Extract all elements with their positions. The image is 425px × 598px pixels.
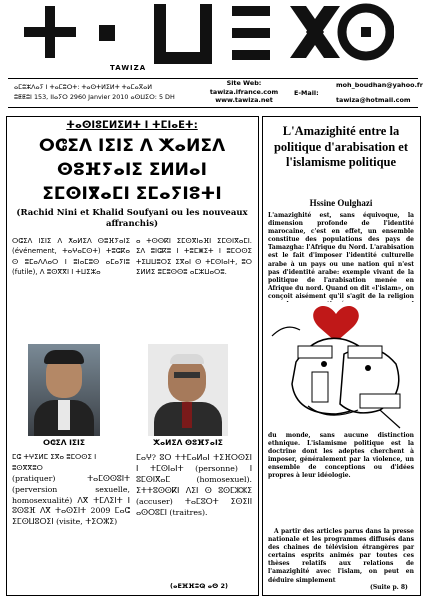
- left-headline: ⵔⵛⵉⴷ ⵏⵉⵏⵉ ⴷ ⵅⴰⵍⵉⴷ ⵙⵓⴼⵢⴰⵏⵉ ⵉⵍⵍⴰⵏ ⵉⵎⵙⵏⴳⴰⵎⵏ ⵉⵎⴰⵢⵏⵓⵜⵏ: [38, 136, 226, 204]
- right-continued[interactable]: (Suite p. 8): [370, 584, 408, 591]
- site-link-2[interactable]: www.tawiza.net: [215, 96, 273, 104]
- caption-2: ⵅⴰⵍⵉⴷ ⵙⵓⴼⵢⴰⵏⵉ: [153, 438, 223, 447]
- right-author: Hssine Oulghazi: [309, 198, 373, 208]
- email-link-1[interactable]: moh_boudhan@yahoo.fr: [336, 81, 423, 89]
- email-link-2[interactable]: tawiza@hotmail.com: [336, 96, 411, 104]
- email-label: E-Mail:: [294, 89, 319, 97]
- left-continued[interactable]: (ⴰⴹⴼⴼⵓⵕ ⴰⵙ 2): [170, 582, 229, 590]
- left-subtitle: (Rachid Nini et Khalid Soufyani ou les nouveaux affranchis): [16, 208, 248, 229]
- left-paragraph-3b: (pratiquer) ⵜⴰⵎⵙⵙⵓⵏⵜ (perversion sexuelle, homosexualité) ⴷⴳ ⵜⵎⴷⵉⵏⵜ ⵏ ⵓⵙⵓⴼ ⴷⴳ ⵜⴰⵙⵉⵏⵜ 2009 ⵎⴰⵛ ⵉⵎⵙⵡⵓⵔⵉⵏ (visite, ⵜⵉⵔⵣⵉ): [12, 474, 130, 527]
- cartoon-illustration: [268, 302, 414, 430]
- left-paragraph-3a: ⵎⵛ ⵜⵖⵉⵍⵎ ⵉⴳⴰ ⵓⵎⵔⵙⵉ ⵏ ⵓⵙⴳⴳⵓⵔ: [12, 453, 97, 472]
- caption-1: ⵔⵛⵉⴷ ⵏⵉⵏⵉ: [43, 438, 85, 447]
- right-paragraph-3: A partir des articles parus dans la presse nationale et les programmes diffusés dans des chaines de télévision étrangères par certains esprits animés par toutes ces thèses relatifs aux relations de l'amazighité avec l'islam, on peut en déduire simplement: [268, 528, 414, 584]
- left-paragraph-1: ⵔⵛⵉⴷ ⵏⵉⵏⵉ ⴷ ⵅⴰⵍⵉⴷ ⵙⵓⴼⵢⴰⵏⵉ (événement, ⵜⴰⵖⴰⵎⵙⵜ) ⵜⵓⵛⴽⴰ ⵙ ⵓⵎⴰⴷⴷⴰⵔ ⵏ ⵓⵏⴰⵎⵓⵙ ⴰⵎⴰⵢⵏⵓ (futile), ⴷ ⵓⵙⴳⴳⵏ ⵏ ⵜⵡⵉⵣⴰ: [12, 237, 130, 276]
- site-link-1[interactable]: tawiza.ifrance.com: [209, 88, 279, 96]
- masthead: [0, 0, 425, 78]
- right-paragraph-1: L'amazighité est, sans équivoque, la dimension profonde de l'identité marocaine, c'est en effet, un ensemble constitue des populations des pays de Tamazgha: l'Afrique du Nord. L'arabisation est le fait d'imposer l'identité culturelle arabe à un pays ou une nation qui n'est pas d'identité arabe: exemple vivant de la politique de l'arabisation menée en Afrique du nord. Quand on dit «l'islam», on conçoit aisément qu'il s'agit de la religion: [268, 212, 414, 300]
- site-label: Site Web:: [226, 79, 262, 87]
- issue-line: ⵓⵟⵟⵓⵏ 153, ⵏⵏⴰⵢⵔ 2960 Janvier 2010 ⴰⵙⵡⵉⵔ: 5 DH: [14, 93, 175, 101]
- info-bar: [8, 78, 423, 108]
- masthead-subname: TAWIZA: [110, 64, 147, 72]
- section-title: ⵜⴰⵙⵏⵓⵎⵍⵉⵍⵜ ⵏ ⵜⵎⵏⴰⴹⵜ:: [66, 120, 198, 131]
- tawiza-logo: [14, 0, 394, 74]
- photo-khalid-soufyani: [148, 344, 228, 436]
- right-paragraph-2: du monde, sans aucune distinction ethnique. L'islamisme politique est la doctrine dont les adeptes cherchent à imposer, généralement par la violence, un ensemble de conceptions ou d'idées propres à leur idéologie.: [268, 432, 414, 480]
- photo-rachid-nini: [28, 344, 100, 436]
- left-paragraph-4: ⵎⴰⵖ? ⵓⵔ ⵜⵜⵎⴰⵍⴰⵏ ⵜⵉⴼⵔⵙⵉⵏ ⵏ ⵜⵎⵙⵏⴰⵏⵜ (personne) ⵏ ⵓⵎⵙⵏⴳⴰⵎ (homosexuel). ⵉⵜⵜⵓⵙⵙⴽⵏ ⴷⵉⵏ ⵙ ⵓⵙⵎⵣⵣⵉ (accuser) ⵜⴰⵎⵓⵔⵜ ⵉⵙⵉⵏⵏ ⴰⵙⵔⵓⵎⵏ (traitres).: [136, 453, 252, 517]
- right-title: L'Amazighité entre la politique d'arabisation et l'islamisme politique: [273, 124, 409, 169]
- left-paragraph-2: ⴰ ⵜⵙⵙⴽⵏ ⵉⵎⵙⴳⵏⴰⴼⵏ ⵉⵎⵙⵏⴳⴰⵎⵏ. ⵉⴷ ⵓⵏⵛⴽⵓ ⵏ ⵜⵓⵎⵥⵉⵜ ⵏ ⵓⵎⵔⵙⵉ ⵜⵉⵡⵡⵓⵔⵉ ⵉⴳⴰⵏ ⵙ ⵜⵎⵙⵏⴰⵏⵜ, ⵓⵔ ⵉⵍⵍⵉ ⵓⵎⵓⵙⵙⵓ ⴰⵎⵣⵡⴰⵔⵓ.: [136, 237, 252, 276]
- tagline: ⴰⵎⵓⵣⴷⴰⵢ ⵏ ⵜⴰⵎⵓⵔⵜ: ⵜⴰⵙⵜⵍⵉⵍⵜ ⵜⴰⵎⴰⴳⴰⵍ: [14, 83, 153, 91]
